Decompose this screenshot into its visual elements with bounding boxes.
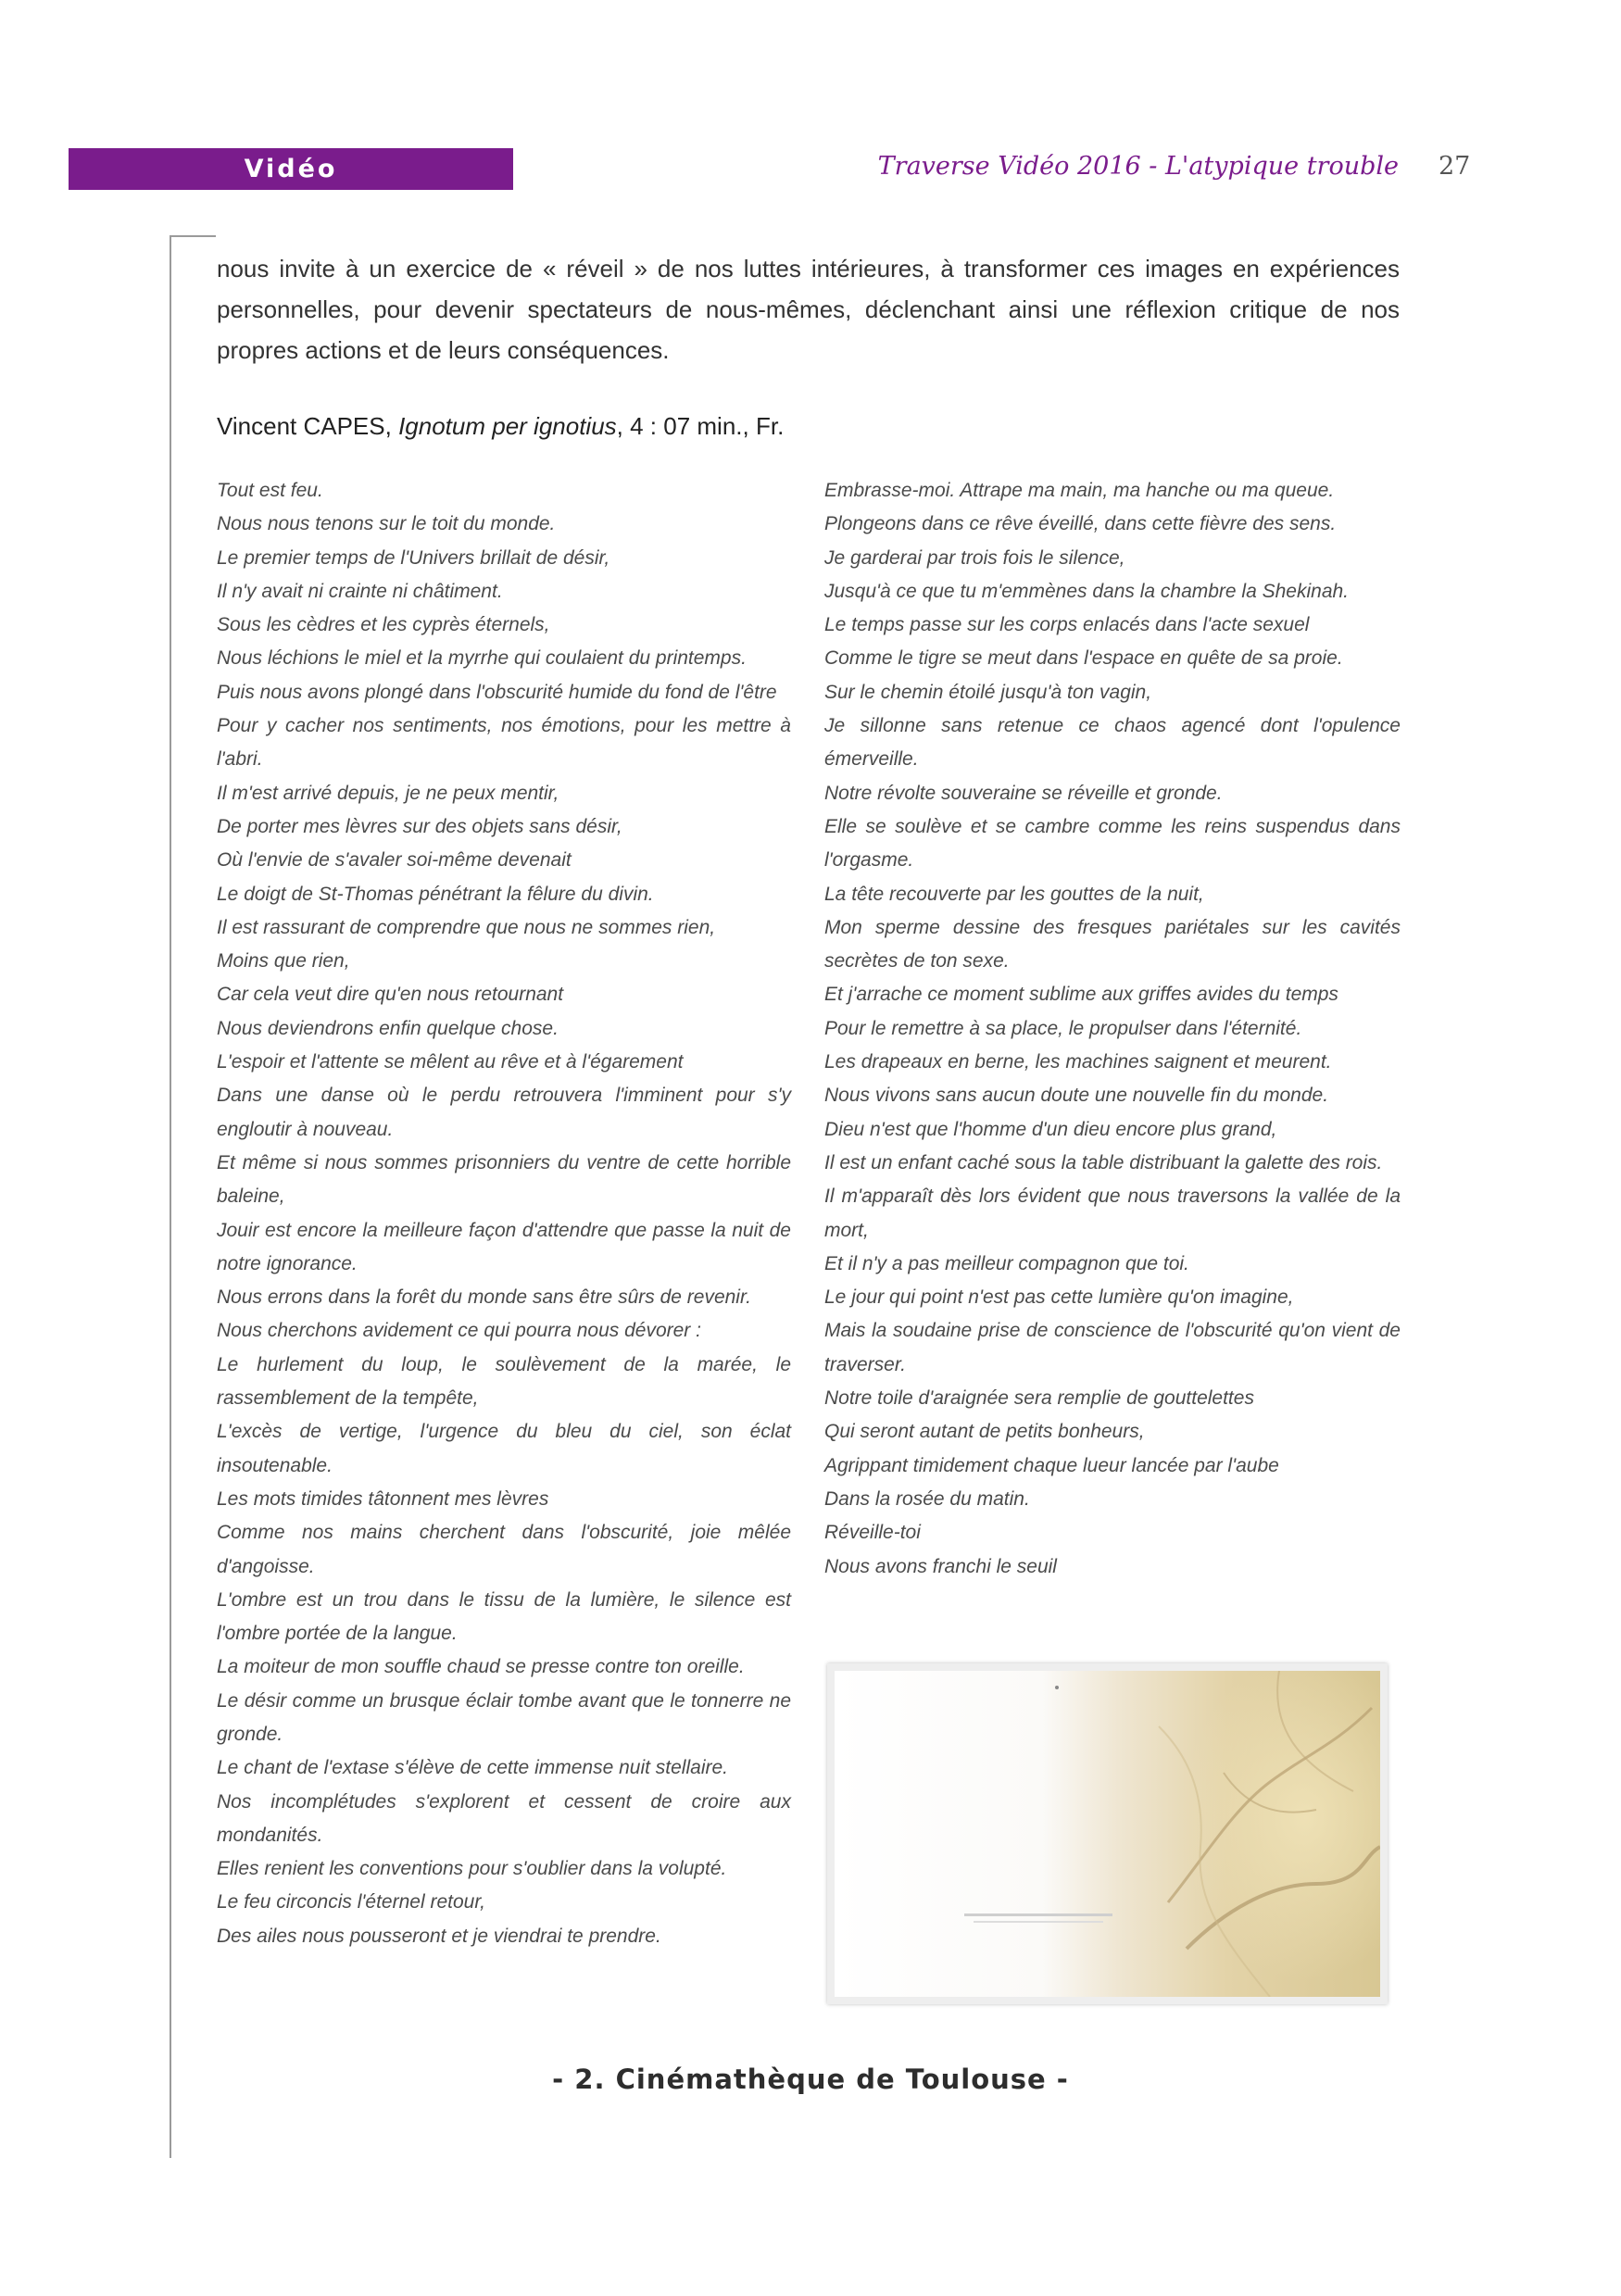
- poem-line: L'espoir et l'attente se mêlent au rêve et à l'égarement: [217, 1051, 684, 1073]
- margin-rule-corner: [170, 235, 216, 237]
- poem-line: Où l'envie de s'avaler soi-même devenait: [217, 849, 572, 872]
- poem-line: Comme le tigre se meut dans l'espace en quête de sa proie.: [824, 647, 1343, 670]
- page-number: 27: [1439, 152, 1471, 181]
- poem-line: Il m'apparaît dès lors évident que nous traversons la vallée de la mort,: [824, 1186, 1401, 1241]
- poem-line: De porter mes lèvres sur des objets sans désir,: [217, 815, 622, 837]
- poem-line: L'excès de vertige, l'urgence du bleu du ciel, son éclat insoutenable.: [217, 1421, 791, 1476]
- poem-line: Le désir comme un brusque éclair tombe avant que le tonnerre ne gronde.: [217, 1689, 791, 1745]
- poem-line: Dans la rosée du matin.: [824, 1487, 1030, 1510]
- poem-left-column: [217, 474, 791, 1953]
- poem-line: Pour le remettre à sa place, le propulser dans l'éternité.: [824, 1017, 1302, 1039]
- poem-line: Les drapeaux en berne, les machines saignent et meurent.: [824, 1051, 1332, 1073]
- poem-line: Agrippant timidement chaque lueur lancée par l'aube: [824, 1454, 1279, 1476]
- poem-line: Jouir est encore la meilleure façon d'attendre que passe la nuit de notre ignorance.: [217, 1219, 791, 1274]
- poem-line: Notre toile d'araignée sera remplie de gouttelettes: [824, 1387, 1254, 1410]
- poem-line: Le premier temps de l'Univers brillait de désir,: [217, 546, 610, 569]
- poem-line: Nous léchions le miel et la myrrhe qui coulaient du printemps.: [217, 647, 747, 670]
- poem-line: Mon sperme dessine des fresques pariétales sur les cavités secrètes de ton sexe.: [824, 916, 1401, 972]
- venue-footer: - 2. Cinémathèque de Toulouse -: [552, 2064, 1069, 2095]
- poem-line: Il n'y avait ni crainte ni châtiment.: [217, 580, 503, 602]
- poem-line: Nous nous tenons sur le toit du monde.: [217, 513, 556, 535]
- poem-line: Jusqu'à ce que tu m'emmènes dans la chambre la Shekinah.: [824, 580, 1350, 602]
- poem-line: Moins que rien,: [217, 950, 350, 972]
- work-credit: [217, 408, 1400, 445]
- poem-line: Des ailes nous pousseront et je viendrai te prendre.: [217, 1925, 661, 1947]
- poem-line: Plongeons dans ce rêve éveillé, dans cette fièvre des sens.: [824, 513, 1337, 535]
- poem-line: Sur le chemin étoilé jusqu'à ton vagin,: [824, 681, 1152, 703]
- poem-line: Réveille-toi: [824, 1522, 921, 1544]
- poem-line: Mais la soudaine prise de conscience de l'obscurité qu'on vient de traverser.: [824, 1320, 1401, 1375]
- poem-line: Tout est feu.: [217, 480, 323, 501]
- video-still-graphic: [835, 1671, 1380, 1997]
- poem-line: Il est rassurant de comprendre que nous ne sommes rien,: [217, 916, 716, 938]
- poem-line: Nos incomplétudes s'explorent et cessent de croire aux mondanités.: [217, 1790, 791, 1846]
- poem-line: Les mots timides tâtonnent mes lèvres: [217, 1487, 549, 1510]
- poem-line: Car cela veut dire qu'en nous retournant: [217, 984, 564, 1006]
- poem-line: Il m'est arrivé depuis, je ne peux mentir,: [217, 782, 559, 804]
- poem-line: Le hurlement du loup, le soulèvement de la marée, le rassemblement de la tempête,: [217, 1353, 791, 1410]
- poem-line: Dieu n'est que l'homme d'un dieu encore plus grand,: [824, 1118, 1277, 1140]
- poem-line: Nous avons franchi le seuil: [824, 1555, 1057, 1577]
- poem-line: Il est un enfant caché sous la table distribuant la galette des rois.: [824, 1151, 1383, 1173]
- poem-line: Et j'arrache ce moment sublime aux griffes avides du temps: [824, 984, 1338, 1006]
- poem-line: Et même si nous sommes prisonniers du ventre de cette horrible baleine,: [217, 1151, 791, 1208]
- poem-line: Le temps passe sur les corps enlacés dans l'acte sexuel: [824, 614, 1310, 636]
- poem-line: Embrasse-moi. Attrape ma main, ma hanche ou ma queue.: [824, 480, 1335, 501]
- poem-line: Dans une danse où le perdu retrouvera l'imminent pour s'y engloutir à nouveau.: [217, 1085, 791, 1140]
- poem-line: Elles renient les conventions pour s'oublier dans la volupté.: [217, 1858, 727, 1880]
- poem-line: Le feu circoncis l'éternel retour,: [217, 1891, 485, 1913]
- poem-line: Je garderai par trois fois le silence,: [824, 546, 1125, 569]
- poem-line: Le chant de l'extase s'élève de cette immense nuit stellaire.: [217, 1757, 728, 1779]
- credit-title: Ignotum per ignotius: [398, 412, 617, 440]
- poem-line: Comme nos mains cherchent dans l'obscurité, joie mêlée d'angoisse.: [217, 1522, 791, 1577]
- poem-line: Notre révolte souveraine se réveille et gronde.: [824, 782, 1223, 804]
- poem-line: La moiteur de mon souffle chaud se presse contre ton oreille.: [217, 1656, 745, 1678]
- poem-line: Le jour qui point n'est pas cette lumière qu'on imagine,: [824, 1286, 1294, 1309]
- credit-author: Vincent CAPES,: [217, 412, 392, 440]
- poem-line: Nous cherchons avidement ce qui pourra nous dévorer :: [217, 1320, 701, 1342]
- poem-line: Nous vivons sans aucun doute une nouvelle fin du monde.: [824, 1085, 1329, 1107]
- poem-line: Et il n'y a pas meilleur compagnon que toi.: [824, 1252, 1189, 1274]
- section-tab: Vidéo: [69, 148, 513, 190]
- poem-line: Le doigt de St-Thomas pénétrant la fêlure du divin.: [217, 883, 654, 905]
- poem-line: Je sillonne sans retenue ce chaos agencé dont l'opulence émerveille.: [824, 715, 1401, 771]
- margin-rule: [170, 235, 171, 2158]
- video-still-image: [827, 1663, 1388, 2004]
- credit-details: , 4 : 07 min., Fr.: [616, 412, 785, 440]
- poem-line: Puis nous avons plongé dans l'obscurité humide du fond de l'être: [217, 681, 777, 703]
- poem-line: Sous les cèdres et les cyprès éternels,: [217, 614, 550, 636]
- running-head: Traverse Vidéo 2016 - L'atypique trouble: [877, 152, 1399, 181]
- poem-line: Pour y cacher nos sentiments, nos émotions, pour les mettre à l'abri.: [217, 715, 791, 771]
- poem-line: Nous deviendrons enfin quelque chose.: [217, 1017, 559, 1039]
- poem-right-column: [824, 474, 1401, 1584]
- poem-line: Qui seront autant de petits bonheurs,: [824, 1421, 1145, 1443]
- intro-paragraph: nous invite à un exercice de « réveil » de nos luttes intérieures, à transformer ces images en expériences personnelles, pour devenir spectateurs de nous-mêmes, déclenchant ainsi une réflexion critique de nos propres actions et de leurs conséquences.: [217, 255, 1400, 364]
- poem-line: L'ombre est un trou dans le tissu de la lumière, le silence est l'ombre portée de la langue.: [217, 1588, 791, 1645]
- poem-line: Elle se soulève et se cambre comme les reins suspendus dans l'orgasme.: [824, 815, 1401, 872]
- poem-line: La tête recouverte par les gouttes de la nuit,: [824, 883, 1204, 905]
- poem-line: Nous errons dans la forêt du monde sans être sûrs de revenir.: [217, 1286, 752, 1309]
